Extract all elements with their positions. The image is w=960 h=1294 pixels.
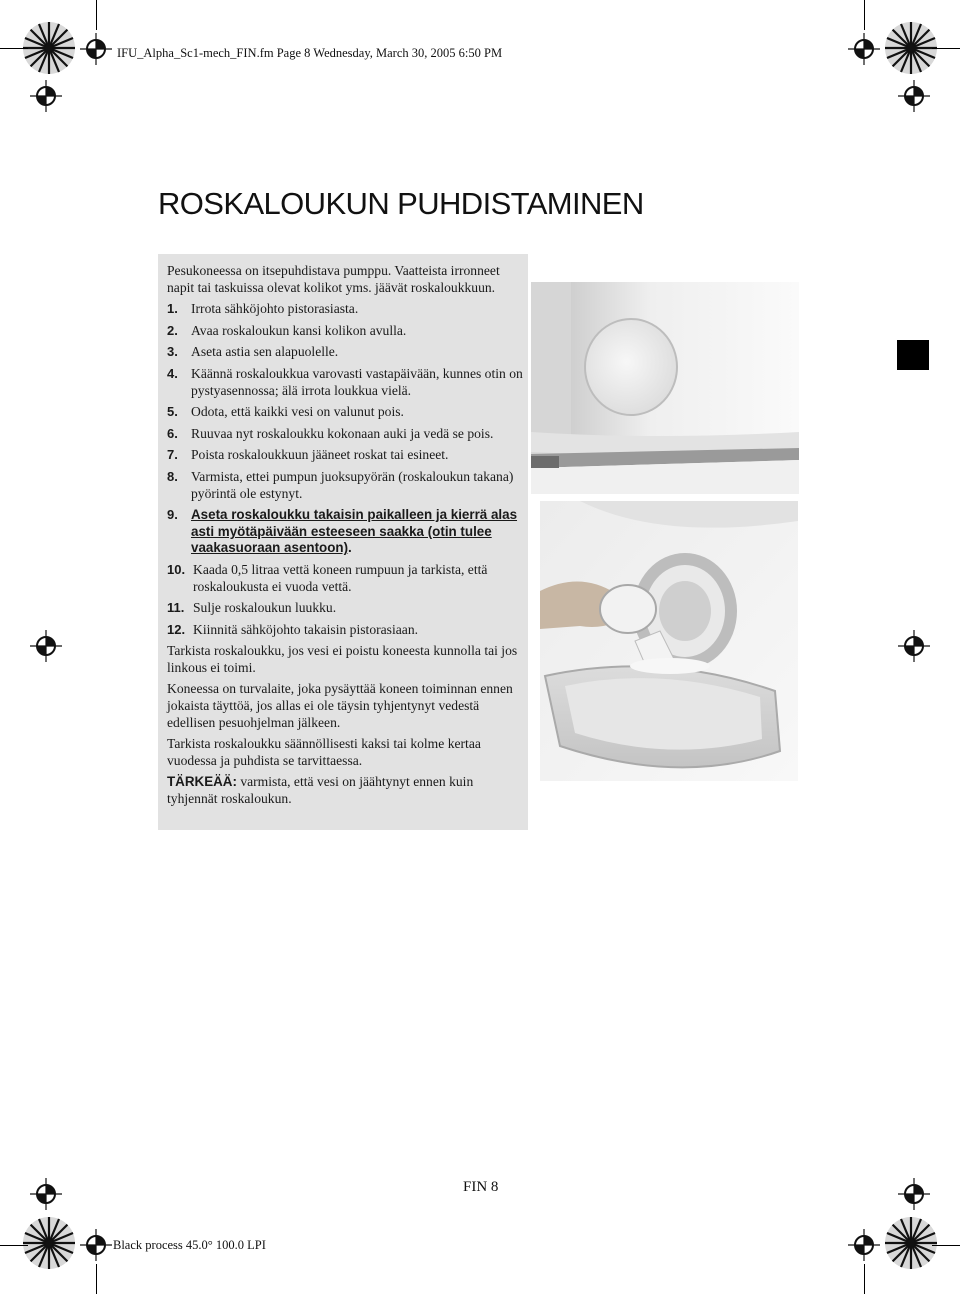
page-title: ROSKALOUKUN PUHDISTAMINEN	[158, 186, 644, 221]
step-text: Kaada 0,5 litraa vettä koneen rumpuun ja tarkista, että roskaloukusta ei vuoda vettä.	[193, 561, 488, 594]
list-item	[167, 562, 523, 595]
step-number: 5.	[167, 404, 178, 420]
step-number: 11.	[167, 600, 185, 616]
step-text-emphasis	[191, 507, 523, 557]
list-item	[167, 366, 523, 399]
check-paragraph: Tarkista roskaloukku, jos vesi ei poistu koneesta kunnolla tai jos linkous ei toimi.	[167, 643, 518, 675]
crop-line-bottom-right-h	[932, 1245, 960, 1246]
list-item	[167, 507, 523, 557]
starburst-mark-top-left	[22, 21, 76, 75]
step-emphasis-text: Aseta roskaloukku takaisin paikalleen ja kierrä alas asti myötäpäivään esteeseen saakka (otin tulee vaakasuoraan asentoon)	[191, 507, 518, 556]
step-emphasis-period: .	[348, 540, 352, 556]
print-slug-footer: Black process 45.0° 100.0 LPI	[113, 1238, 266, 1252]
list-item	[167, 344, 523, 361]
step-text: Käännä roskaloukkua varovasti vastapäivään, kunnes otin on pystyasennossa; älä irrota loukkua vielä.	[191, 365, 523, 398]
list-item	[167, 469, 523, 502]
crop-line-bottom-left-h	[0, 1245, 28, 1246]
photo-draining-filter	[540, 501, 798, 781]
step-number: 2.	[167, 322, 178, 338]
important-note	[167, 774, 523, 807]
steps-list	[167, 301, 523, 638]
registration-mark-left-lower	[30, 1178, 62, 1210]
step-number: 10.	[167, 561, 186, 577]
registration-mark-right-lower	[898, 1178, 930, 1210]
step-number: 7.	[167, 447, 178, 463]
crop-line-top-right-h	[932, 48, 960, 49]
step-text: Odota, että kaikki vesi on valunut pois.	[191, 404, 404, 420]
starburst-mark-bottom-left	[22, 1216, 76, 1270]
step-text: Poista roskaloukkuun jääneet roskat tai esineet.	[191, 447, 449, 463]
starburst-mark-bottom-right	[884, 1216, 938, 1270]
list-item	[167, 447, 523, 464]
list-item	[167, 301, 523, 318]
step-number: 9.	[167, 507, 178, 523]
step-number: 12.	[167, 621, 186, 637]
registration-mark-top-right-inner	[848, 33, 880, 65]
crop-line-bottom-right-v	[864, 1264, 865, 1294]
step-number: 8.	[167, 468, 178, 484]
step-number: 1.	[167, 301, 178, 317]
step-number: 3.	[167, 344, 178, 360]
registration-mark-right-upper	[898, 80, 930, 112]
step-text: Aseta astia sen alapuolelle.	[191, 344, 339, 360]
page-number: FIN 8	[463, 1179, 499, 1195]
registration-mark-bottom-left-inner	[80, 1229, 112, 1261]
registration-mark-right-middle	[898, 630, 930, 662]
crop-line-top-right-v	[864, 0, 865, 30]
registration-mark-left-middle	[30, 630, 62, 662]
print-slug-header: IFU_Alpha_Sc1-mech_FIN.fm Page 8 Wednesday, March 30, 2005 6:50 PM	[117, 46, 503, 60]
list-item	[167, 323, 523, 340]
step-text: Sulje roskaloukun luukku.	[193, 600, 337, 616]
step-text: Varmista, ettei pumpun juoksupyörän (roskaloukun takana) pyörintä ole estynyt.	[191, 468, 514, 501]
starburst-mark-top-right	[884, 21, 938, 75]
instructions-panel	[158, 254, 528, 830]
list-item	[167, 404, 523, 421]
step-number: 6.	[167, 425, 178, 441]
important-label: TÄRKEÄÄ:	[167, 774, 237, 790]
list-item	[167, 600, 523, 617]
step-text: Ruuvaa nyt roskaloukku kokonaan auki ja vedä se pois.	[191, 425, 494, 441]
registration-mark-top-left-inner	[80, 33, 112, 65]
important-text: varmista, että vesi on jäähtynyt ennen kuin tyhjennät roskaloukun.	[167, 774, 474, 807]
list-item	[167, 426, 523, 443]
step-text: Avaa roskaloukun kansi kolikon avulla.	[191, 322, 407, 338]
list-item	[167, 622, 523, 639]
registration-mark-bottom-right-inner	[848, 1229, 880, 1261]
crop-line-top-left-h	[0, 48, 28, 49]
maintenance-paragraph: Tarkista roskaloukku säännöllisesti kaksi tai kolme kertaa vuodessa ja puhdista se tarvittaessa.	[167, 736, 481, 768]
crop-line-top-left-v	[96, 0, 97, 30]
crop-line-bottom-left-v	[96, 1264, 97, 1294]
step-text: Irrota sähköjohto pistorasiasta.	[191, 301, 359, 317]
safety-paragraph: Koneessa on turvalaite, joka pysäyttää koneen toiminnan ennen jokaista täyttöä, jos allas ei ole täysin tyhjentynyt vedestä edellisen pesuohjelman jälkeen.	[167, 681, 513, 730]
section-tab-marker	[897, 340, 929, 370]
photo-machine-filter-door	[531, 282, 799, 494]
intro-paragraph: Pesukoneessa on itsepuhdistava pumppu. Vaatteista irronneet napit tai taskuissa olevat kolikot yms. jäävät roskaloukkuun.	[167, 263, 500, 295]
registration-mark-left-upper	[30, 80, 62, 112]
step-number: 4.	[167, 365, 178, 381]
step-text: Kiinnitä sähköjohto takaisin pistorasiaan.	[193, 621, 419, 637]
